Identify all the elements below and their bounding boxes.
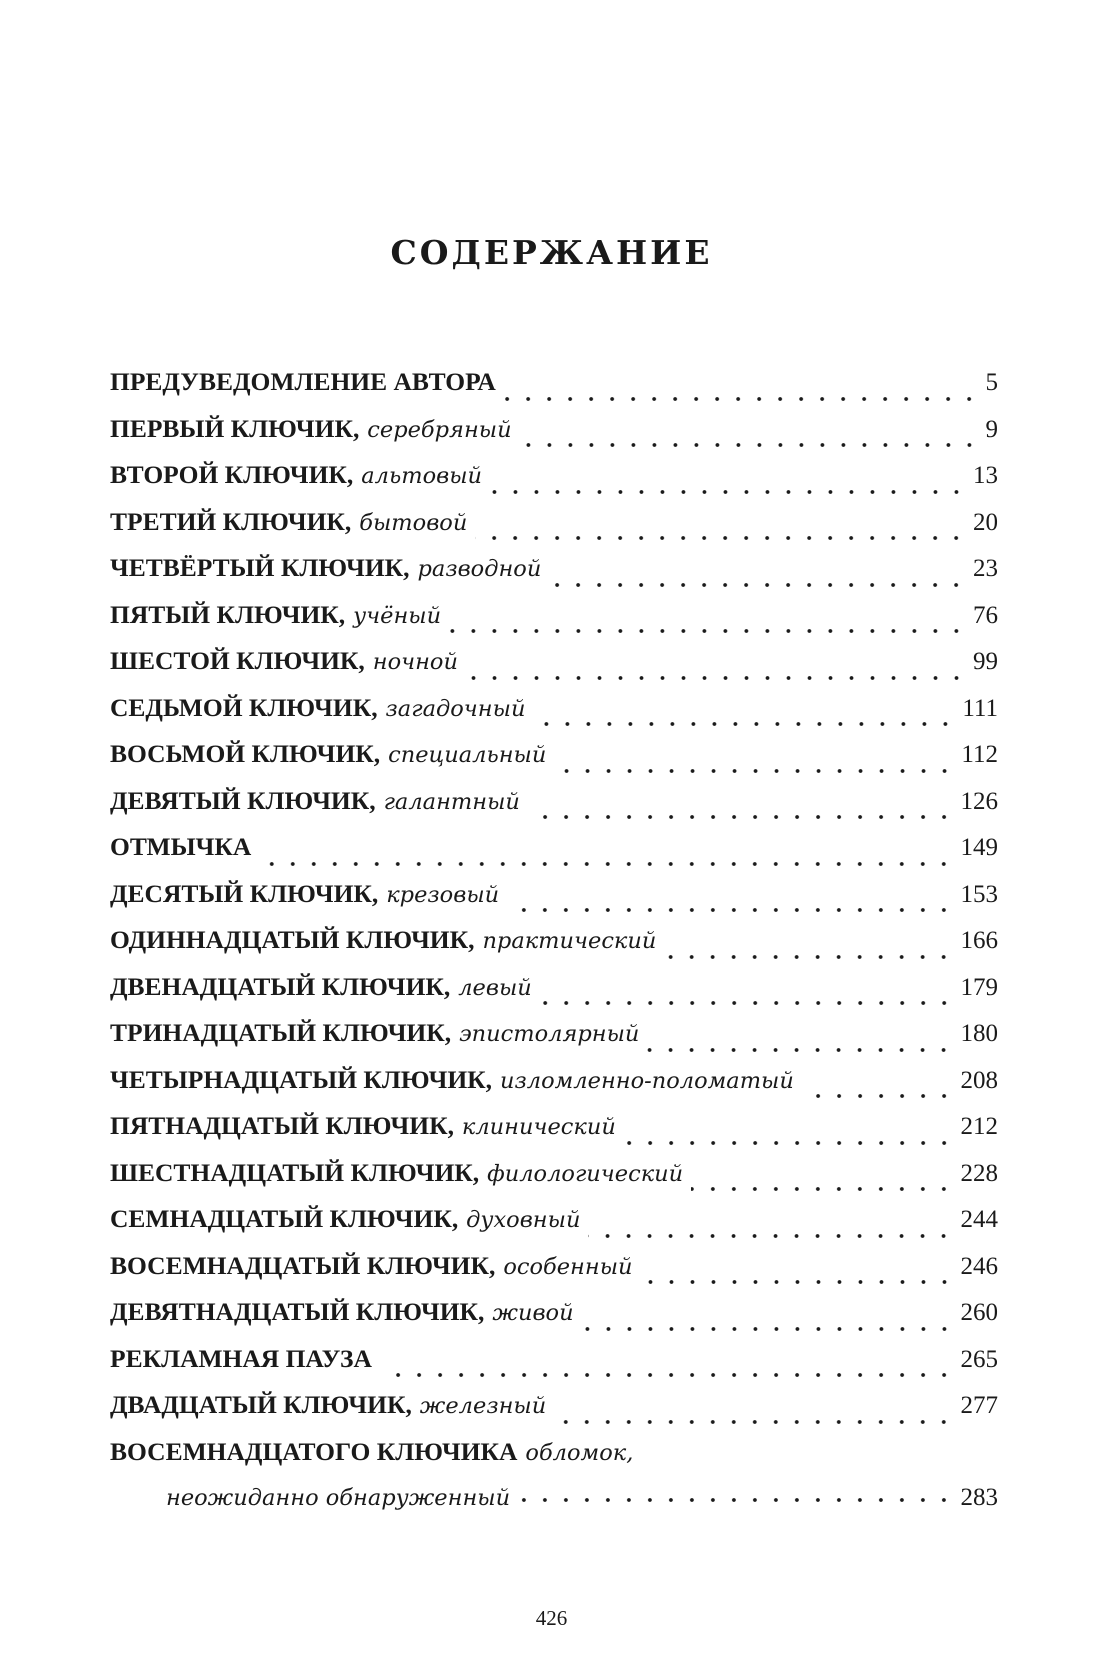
toc-entry-epithet: разводной (417, 556, 542, 582)
dot-leader (641, 1280, 955, 1284)
table-of-contents (110, 366, 998, 1529)
toc-entry-page: 246 (960, 1252, 998, 1280)
toc-entry-page: 111 (962, 694, 998, 722)
toc-entry-label (110, 552, 541, 585)
toc-entry-epithet: клинический (461, 1114, 616, 1140)
toc-entry[interactable] (110, 599, 998, 646)
toc-entry-label (110, 878, 499, 911)
toc-entry-epithet: учёный (353, 602, 442, 629)
toc-entry-epithet: духовный (466, 1207, 581, 1233)
toc-entry[interactable] (110, 1296, 998, 1343)
toc-entry-epithet: галантный (383, 788, 520, 815)
toc-entry-epithet: изломленно-поломатый (500, 1067, 794, 1094)
dot-leader (582, 1327, 955, 1331)
toc-entry-title: ВОСЕМНАДЦАТЫЙ КЛЮЧИК, (110, 1250, 496, 1280)
toc-entry-label (110, 1110, 616, 1143)
toc-entry[interactable] (110, 878, 998, 925)
toc-entry-page: 126 (960, 787, 998, 815)
toc-entry-page: 149 (960, 834, 998, 861)
toc-entry[interactable] (110, 785, 998, 832)
toc-entry-title: ВОСЕМНАДЦАТОГО КЛЮЧИКА (110, 1436, 518, 1466)
toc-entry[interactable] (110, 366, 998, 413)
toc-entry-label (110, 1250, 633, 1283)
toc-entry-page: 13 (973, 462, 998, 489)
toc-entry-title: СЕДЬМОЙ КЛЮЧИК, (110, 692, 378, 722)
toc-entry-label (110, 1157, 683, 1190)
dot-leader (475, 536, 967, 540)
toc-entry-title: ДВЕНАДЦАТЫЙ КЛЮЧИК, (110, 971, 451, 1001)
toc-entry-page: 244 (960, 1206, 998, 1233)
toc-entry-label (110, 785, 520, 818)
toc-entry-page: 208 (960, 1066, 998, 1094)
toc-entry-label (110, 692, 525, 725)
toc-entry-page: 23 (973, 555, 998, 582)
dot-leader (490, 490, 967, 494)
toc-entry[interactable] (110, 645, 998, 692)
toc-entry[interactable] (110, 924, 998, 971)
toc-entry-epithet: специальный (388, 742, 547, 768)
toc-entry-page: 112 (961, 741, 998, 768)
toc-entry-label (110, 599, 441, 632)
dot-leader (507, 908, 954, 912)
dot-leader (449, 629, 967, 633)
toc-entry-title: ОДИННАДЦАТЫЙ КЛЮЧИК, (110, 925, 475, 954)
toc-entry-label (110, 506, 467, 539)
toc-entry-title: ПЯТНАДЦАТЫЙ КЛЮЧИК, (110, 1111, 454, 1140)
toc-entry-title: ВОСЬМОЙ КЛЮЧИК, (110, 739, 381, 768)
toc-entry[interactable] (110, 1157, 998, 1204)
toc-entry-last[interactable] (110, 1436, 998, 1529)
toc-entry-label (110, 1064, 794, 1097)
toc-entry-page: 277 (960, 1392, 998, 1419)
toc-entry-label-line1 (110, 1436, 998, 1483)
toc-entry-title: ЧЕТВЁРТЫЙ КЛЮЧИК, (110, 553, 410, 582)
dot-leader (533, 722, 956, 726)
toc-entry-title: ВТОРОЙ КЛЮЧИК, (110, 460, 354, 489)
toc-entry-label (110, 738, 546, 771)
dot-leader (518, 1498, 954, 1502)
toc-entry-label (110, 924, 656, 957)
dot-leader (528, 815, 955, 819)
toc-entry-title: ШЕСТОЙ КЛЮЧИК, (110, 646, 365, 675)
dot-leader (554, 769, 955, 773)
toc-entry-label (110, 1017, 639, 1050)
toc-entry[interactable] (110, 738, 998, 785)
toc-entry-epithet: филологический (487, 1160, 684, 1187)
toc-entry-page: 283 (960, 1484, 998, 1511)
dot-leader (554, 1420, 954, 1424)
toc-entry-page: 20 (973, 508, 998, 536)
toc-entry-title: ТРЕТИЙ КЛЮЧИК, (110, 506, 352, 536)
toc-entry[interactable] (110, 1203, 998, 1250)
toc-entry-epithet: эпистолярный (459, 1021, 640, 1047)
toc-entry[interactable] (110, 1250, 998, 1297)
toc-entry[interactable] (110, 1389, 998, 1436)
toc-entry-label (110, 459, 482, 492)
toc-entry-epithet: крезовый (386, 881, 500, 908)
dot-leader (520, 443, 980, 447)
dot-leader (624, 1141, 955, 1145)
toc-entry[interactable] (110, 506, 998, 553)
toc-entry-page: 153 (960, 880, 998, 908)
dot-leader (588, 1234, 954, 1238)
toc-entry-page: 5 (985, 369, 998, 396)
dot-leader (466, 676, 967, 680)
toc-entry-label (110, 366, 496, 398)
toc-entry-title: ТРИНАДЦАТЫЙ КЛЮЧИК, (110, 1018, 452, 1047)
toc-entry-epithet: левый (458, 974, 532, 1001)
toc-entry-epithet: бытовой (359, 509, 468, 536)
toc-entry-page: 228 (960, 1159, 998, 1187)
toc-entry-epithet: серебряный (367, 416, 512, 443)
dot-leader (380, 1373, 955, 1377)
dot-leader (691, 1187, 954, 1191)
page-number: 426 (535, 1606, 568, 1630)
dot-leader (549, 583, 967, 587)
toc-entry[interactable] (110, 459, 998, 506)
toc-entry-page: 260 (960, 1299, 998, 1326)
toc-entry-title: ЧЕТЫРНАДЦАТЫЙ КЛЮЧИК, (110, 1064, 493, 1094)
dot-leader (504, 397, 980, 401)
toc-entry-title: ШЕСТНАДЦАТЫЙ КЛЮЧИК, (110, 1157, 480, 1187)
toc-entry-epithet: ночной (372, 649, 458, 675)
dot-leader (259, 862, 954, 866)
toc-entry-label (110, 413, 512, 446)
toc-entry-title: ДЕСЯТЫЙ КЛЮЧИК, (110, 878, 379, 908)
toc-entry-page: 179 (960, 973, 998, 1001)
toc-entry[interactable] (110, 692, 998, 739)
toc-entry[interactable] (110, 831, 998, 878)
toc-entry-title: ПРЕДУВЕДОМЛЕНИЕ АВТОРА (110, 367, 496, 396)
page-title: СОДЕРЖАНИЕ (390, 233, 713, 272)
toc-entry-epithet: обломок, (525, 1439, 634, 1466)
toc-entry-label (110, 831, 251, 863)
toc-entry-label (110, 645, 458, 678)
toc-entry-title: ДЕВЯТНАДЦАТЫЙ КЛЮЧИК, (110, 1297, 485, 1326)
toc-entry-page: 180 (960, 1020, 998, 1047)
toc-entry-label (110, 1296, 574, 1329)
toc-entry-epithet: особенный (503, 1253, 633, 1280)
toc-entry[interactable] (110, 1064, 998, 1111)
toc-entry[interactable] (110, 552, 998, 599)
toc-entry-epithet: альтовый (361, 463, 483, 489)
toc-entry[interactable] (110, 1343, 998, 1390)
toc-entry-title: ДЕВЯТЫЙ КЛЮЧИК, (110, 785, 376, 815)
toc-entry-title: СЕМНАДЦАТЫЙ КЛЮЧИК, (110, 1204, 459, 1233)
toc-entry-page: 9 (985, 415, 998, 443)
toc-entry-label (110, 1389, 546, 1422)
toc-entry-title: РЕКЛАМНАЯ ПАУЗА (110, 1343, 372, 1373)
toc-entry-page: 166 (960, 927, 998, 954)
toc-entry-epithet: живой (492, 1300, 574, 1326)
toc-entry-epithet: железный (419, 1393, 547, 1419)
dot-leader (540, 1001, 955, 1005)
toc-entry-epithet: загадочный (385, 695, 526, 722)
toc-entry-page: 212 (960, 1113, 998, 1140)
toc-entry[interactable] (110, 971, 998, 1018)
toc-entry-label (110, 1343, 372, 1375)
toc-entry[interactable] (110, 1017, 998, 1064)
toc-entry-epithet-continued: неожиданно обнаруженный (166, 1485, 511, 1511)
toc-entry-label (110, 971, 532, 1004)
dot-leader (802, 1094, 955, 1098)
toc-entry-title: ПЕРВЫЙ КЛЮЧИК, (110, 413, 360, 443)
dot-leader (664, 955, 954, 959)
toc-entry-title: ОТМЫЧКА (110, 832, 252, 861)
toc-entry-label (110, 1203, 580, 1236)
toc-entry-page: 265 (960, 1345, 998, 1373)
toc-entry-title: ПЯТЫЙ КЛЮЧИК, (110, 599, 346, 629)
toc-entry-page: 76 (973, 601, 998, 629)
toc-entry-page: 99 (973, 648, 998, 675)
toc-entry-epithet: практический (482, 928, 657, 954)
toc-entry-title: ДВАДЦАТЫЙ КЛЮЧИК, (110, 1390, 412, 1419)
dot-leader (647, 1048, 954, 1052)
toc-entry[interactable] (110, 413, 998, 460)
toc-entry[interactable] (110, 1110, 998, 1157)
